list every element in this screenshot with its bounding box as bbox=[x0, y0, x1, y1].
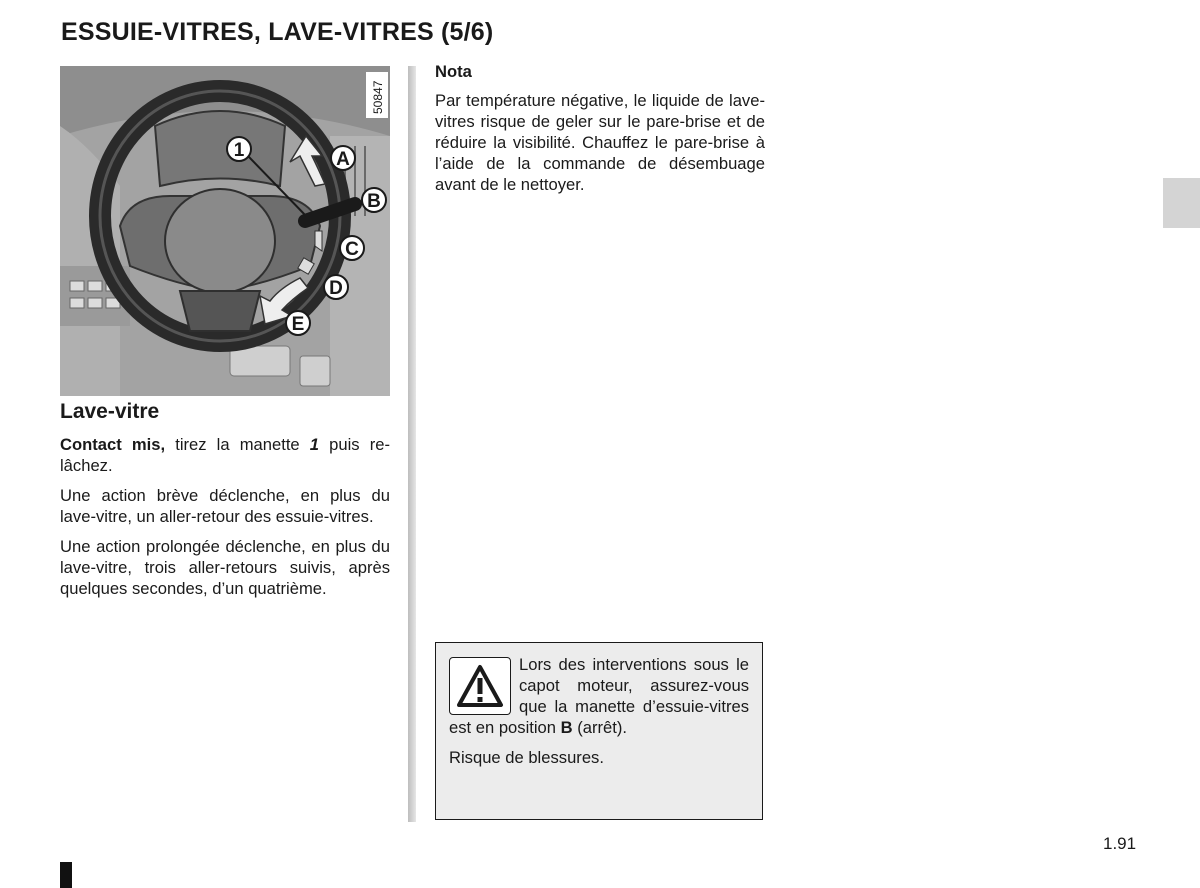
figure-reference: 50847 bbox=[371, 80, 385, 114]
text-span: Lors des interventions sous le capot moteur, assurez-vous que la manette d’essuie-vitres est en position bbox=[449, 655, 749, 737]
callout-b: B bbox=[367, 191, 381, 212]
nota-text: Par température négative, le liquide de lave-vitres risque de geler sur le pare-brise et de réduire la visibilité. Chauffez le pare-brise à l’aide de la commande de désembuage avant de le nettoyer. bbox=[435, 91, 765, 194]
section-heading: Lave-vitre bbox=[60, 400, 160, 423]
warning-triangle-icon bbox=[449, 657, 511, 715]
text-span: tirez la manette bbox=[165, 435, 310, 454]
page-number: 1.91 bbox=[1103, 834, 1137, 853]
paragraph-long-action: Une action prolongée déclenche, en plus du lave-vitre, trois aller-retours suivis, après quelques secondes, d’un quatrième. bbox=[60, 537, 390, 598]
corner-mark bbox=[60, 862, 72, 888]
steering-wheel-illustration bbox=[60, 66, 390, 396]
warning-box bbox=[435, 642, 763, 820]
text-span: (arrêt). bbox=[572, 718, 628, 737]
paragraph-short-action: Une action brève déclenche, en plus du lave-vitre, un aller-retour des essuie-vitres. bbox=[60, 486, 390, 526]
right-column bbox=[435, 62, 765, 204]
nota-label: Nota bbox=[435, 62, 472, 81]
warning-risk: Risque de blessures. bbox=[449, 748, 604, 767]
column-divider bbox=[408, 66, 416, 822]
callout-a: A bbox=[336, 149, 350, 170]
callout-c: C bbox=[345, 239, 359, 260]
page-title: ESSUIE-VITRES, LAVE-VITRES (5/6) bbox=[61, 18, 494, 46]
left-column bbox=[60, 400, 390, 608]
lever-number: 1 bbox=[309, 435, 320, 454]
text-span: puis re-lâchez. bbox=[60, 435, 390, 475]
paragraph-contact bbox=[60, 434, 390, 476]
callout-1: 1 bbox=[233, 140, 245, 161]
bold-contact: Contact mis, bbox=[60, 435, 166, 454]
side-tab bbox=[1163, 178, 1200, 228]
position-b: B bbox=[560, 718, 573, 737]
callout-e: E bbox=[291, 314, 305, 335]
callout-d: D bbox=[329, 278, 343, 299]
